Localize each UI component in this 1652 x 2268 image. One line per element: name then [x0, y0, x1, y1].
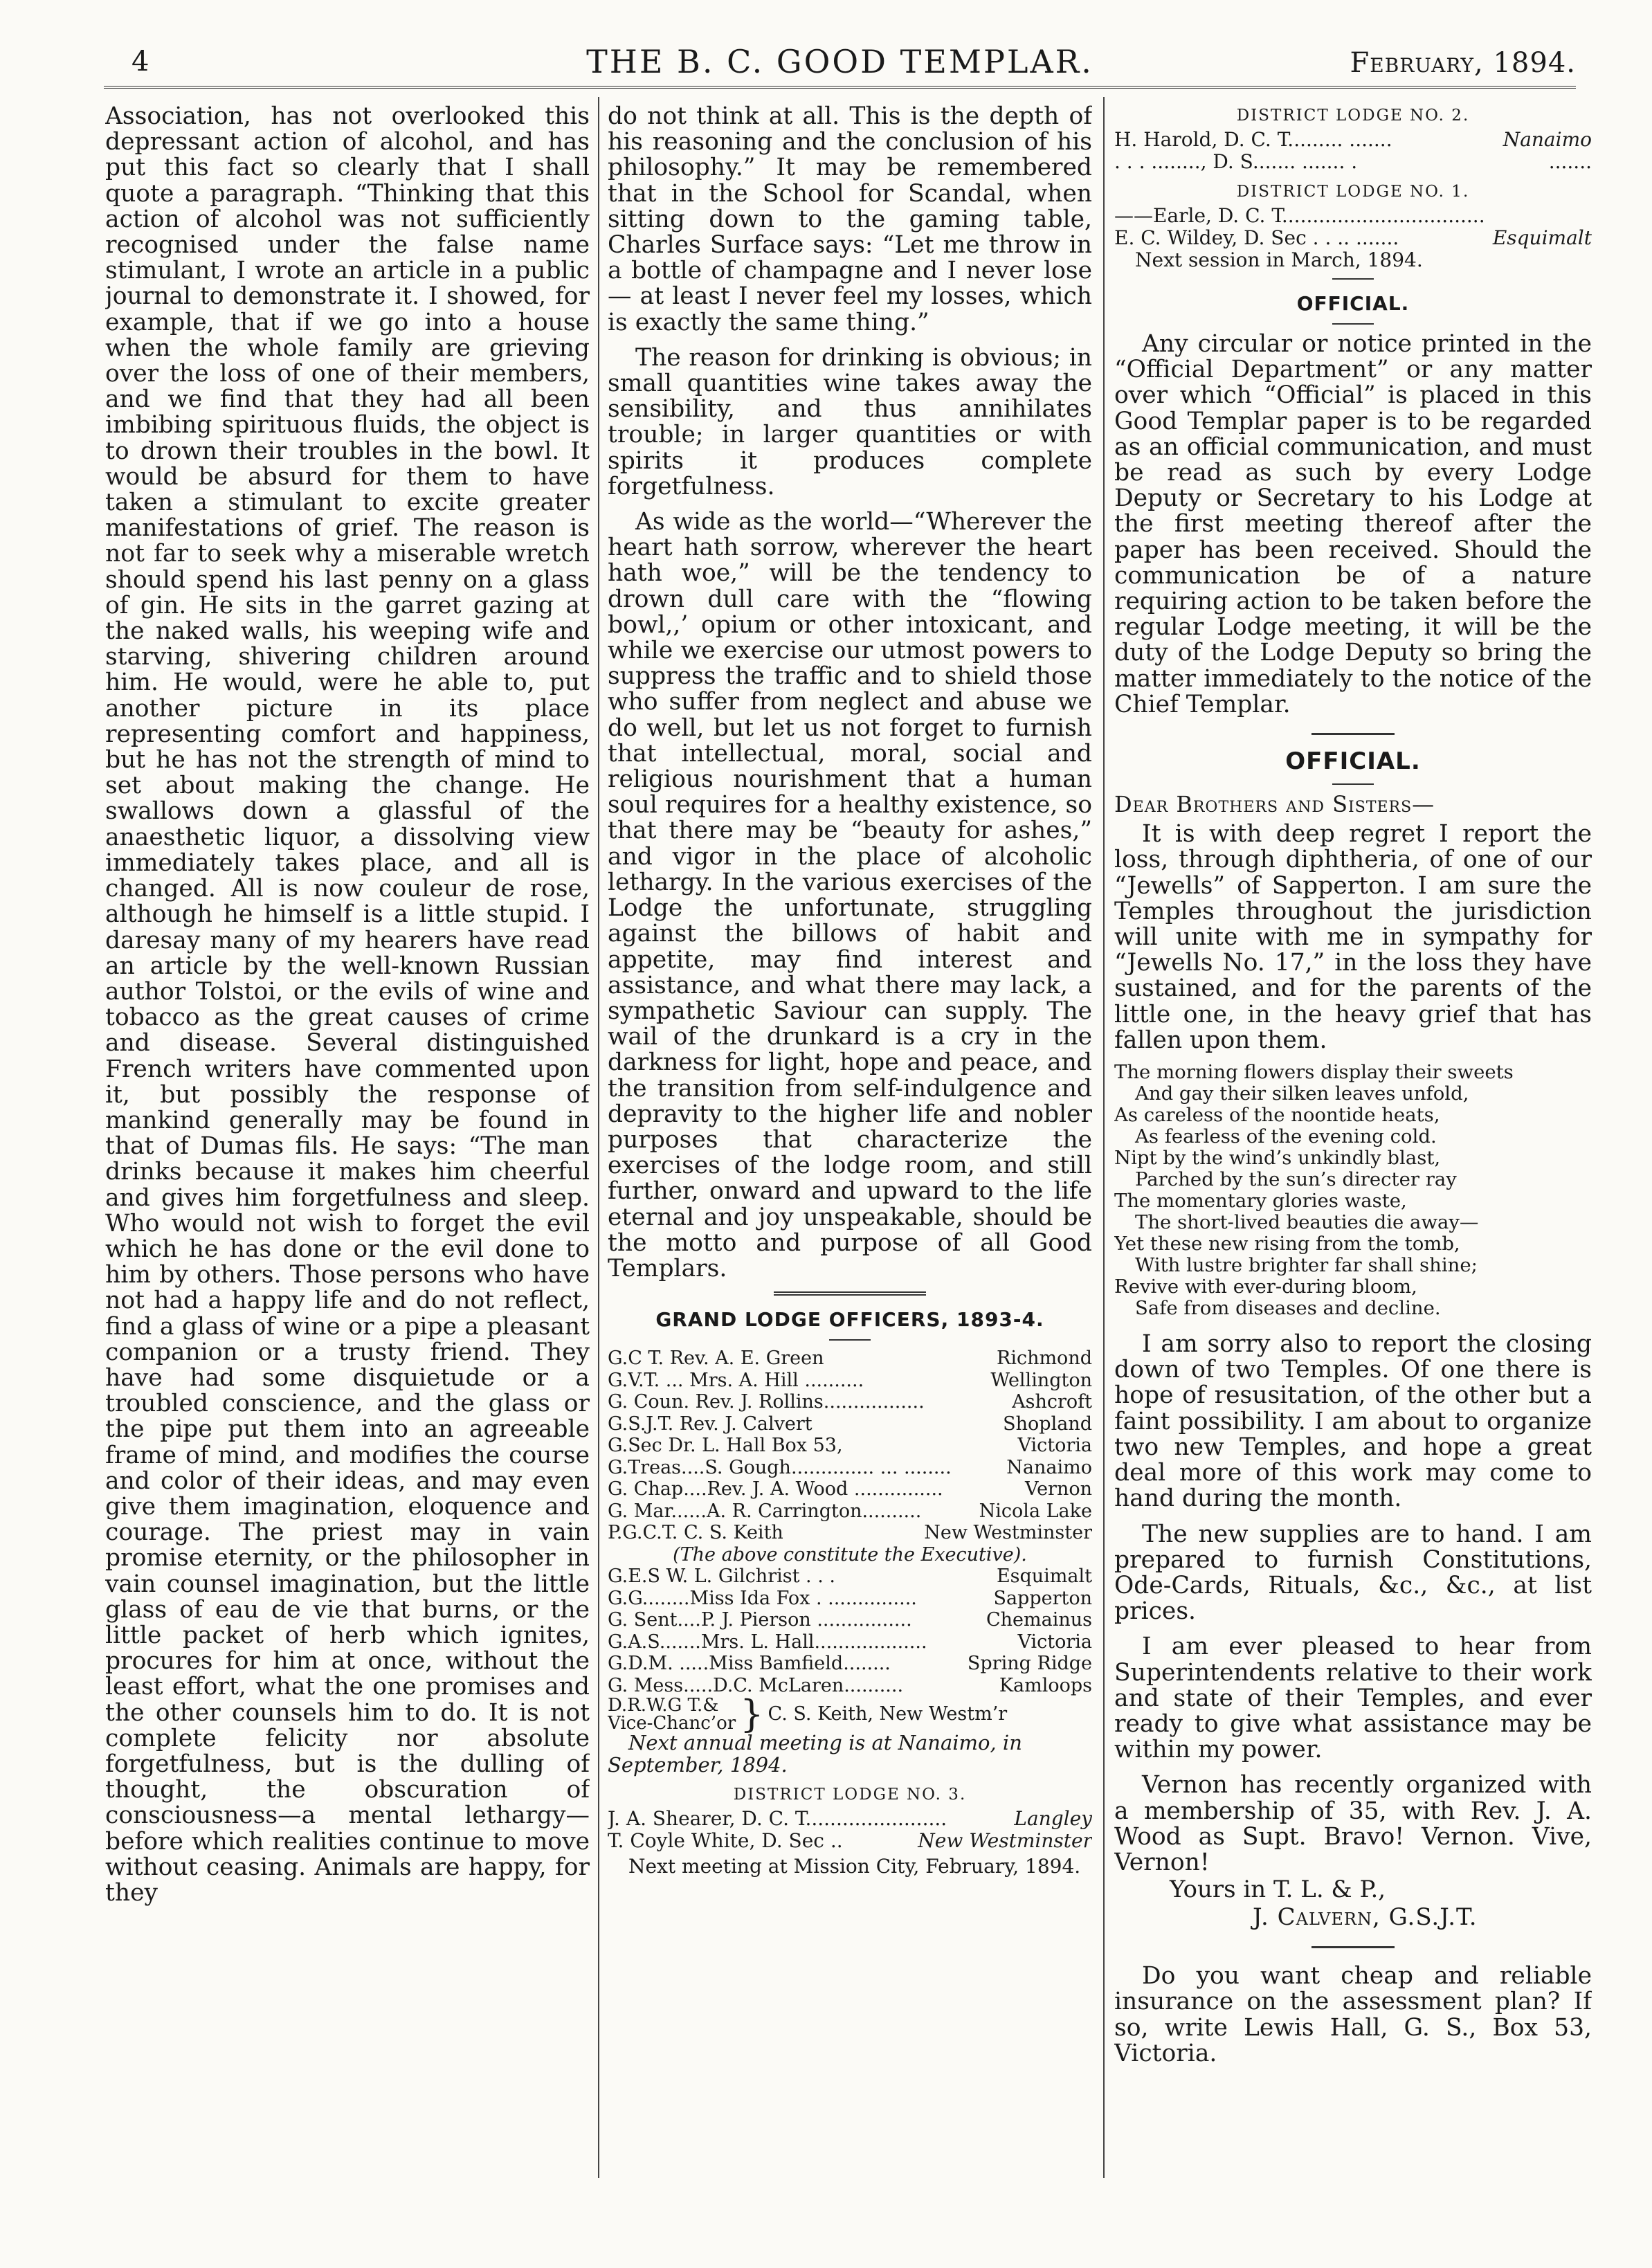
grand-lodge-heading: GRAND LODGE OFFICERS, 1893-4.: [655, 1308, 1044, 1332]
district-lodge-2-heading: DISTRICT LODGE NO. 2.: [1236, 107, 1470, 125]
article-paragraph: As wide as the world—“Wherever the heart hath sorrow, wherever the heart hath woe,” will be the tendency to drown dull care with the “flowing bowl,,’ opium or other intoxicant, and while we exercise our utmost powers to suppress the traffic and to shield those who suffer from neglect and abuse we do well, but let us not forget to furnish that intellectual, moral, social and religious nourishment that a human soul requires for a healthy existence, so that there may be “beauty for ashes,” and vigor in the place of alcoholic lethargy. In the various exercises of the Lodge the unfortunate, struggling against the billows of habit and appetite, may find interest and assistance, and what there may lack, a sympathetic Saviour can supply. The wail of the drunkard is a cry in the darkness for light, hope and peace, and the transition from self-indulgence and depravity to the higher life and nobler purposes that characterize the exercises of the lodge room, and still further, onward and upward to the life eternal and joy unspeakable, should be the motto and purpose of all Good Templars.: [608, 508, 1092, 1282]
poem-line: The morning flowers display their sweets: [1114, 1061, 1514, 1084]
officer-title: G.Sec Dr. L. Hall Box 53,: [608, 1435, 843, 1457]
next-annual-meeting: Next annual meeting is at Nanaimo, in September, 1894.: [608, 1731, 1022, 1777]
district-3-note: Next meeting at Mission City, February, 1894.: [628, 1855, 1081, 1878]
official-heading: OFFICIAL.: [1296, 292, 1410, 315]
district-lodge-3-heading: DISTRICT LODGE NO. 3.: [733, 1786, 967, 1804]
officer-location: Ashcroft: [1012, 1391, 1092, 1413]
officer-location: Victoria: [1017, 1631, 1092, 1653]
drwg-holder: C. S. Keith, New Westm’r: [768, 1703, 1008, 1725]
officer-location: Nanaimo: [1006, 1456, 1092, 1478]
drwg-title-2: Vice-Chanc’or: [608, 1713, 736, 1734]
officer-row: [608, 1566, 1092, 1588]
officer-row: [608, 1675, 1092, 1697]
officer-row: [608, 1391, 1092, 1413]
poem-line: With lustre brighter far shall shine;: [1135, 1254, 1478, 1277]
official-notice: Any circular or notice printed in the “Official Department” or any matter over which “Official” is placed in this Good Templar paper is to be regarded as an official communication, and must be read as such by every Lodge Deputy or Secretary to his Lodge at the first meeting thereof after the paper has been received. Should the communication be of a nature requiring action to be taken before the regular Lodge meeting, it will be the duty of the Lodge Deputy so bring the matter immediately to the notice of the Chief Templar.: [1114, 330, 1592, 718]
officer-title: G.A.S.......Mrs. L. Hall...................: [608, 1631, 927, 1653]
column-divider: [598, 97, 599, 2178]
officer-row: [608, 1370, 1092, 1392]
masthead-title: THE B. C. GOOD TEMPLAR.: [586, 43, 1093, 80]
officer-title: G.E.S W. L. Gilchrist . . .: [608, 1566, 835, 1588]
brace: }: [740, 1692, 764, 1736]
section-divider: [1332, 783, 1374, 785]
officer-title: G. Sent....P. J. Pierson ................: [608, 1609, 912, 1631]
letter-paragraph: I am ever pleased to hear from Superintendents relative to their work and state of their Temples, and ever ready to give what assistance may be within my power.: [1114, 1633, 1592, 1764]
officer-title: G.C T. Rev. A. E. Green: [608, 1348, 824, 1370]
district-officer: E. C. Wildey, D. Sec . . .. .......: [1114, 226, 1399, 249]
officer-location: Victoria: [1017, 1435, 1092, 1457]
letter-closing: Yours in T. L. & P.,: [1170, 1876, 1386, 1904]
page-number: 4: [131, 46, 149, 78]
section-divider: [1311, 1946, 1395, 1948]
officer-row: [608, 1435, 1092, 1457]
district-officer: . . . ........, D. S....... ....... .: [1114, 150, 1358, 173]
poem: [1114, 1062, 1592, 1319]
officer-row: [608, 1413, 1092, 1435]
officer-location: Nicola Lake: [979, 1500, 1092, 1522]
official-heading-2: OFFICIAL.: [1285, 747, 1421, 776]
grand-lodge-officers-list: [608, 1348, 1092, 1776]
article-paragraph: The reason for drinking is obvious; in small quantities wine takes away the sensibility, and thus annihilates trouble; in larger quantities or with spirits it produces complete forgetfulness.: [608, 343, 1092, 500]
executive-note: (The above constitute the Executive).: [673, 1543, 1027, 1566]
officer-title: G. Mar......A. R. Carrington..........: [608, 1500, 922, 1522]
officer-title: G.D.M. .....Miss Bamfield........: [608, 1653, 891, 1675]
district-officer: J. A. Shearer, D. C. T.......................: [608, 1807, 947, 1831]
officer-location: Wellington: [990, 1369, 1092, 1391]
officer-title: G.Treas....S. Gough.............. ... ........: [608, 1456, 952, 1478]
officer-row: [608, 1348, 1092, 1370]
district-officer-row: [1114, 227, 1592, 249]
drwg-titles: [608, 1696, 736, 1732]
column-3: [1114, 104, 1592, 2185]
article-paragraph: do not think at all. This is the depth of his reasoning and the conclusion of his philosophy.” It may be remembered that in the School for Scandal, when sitting down to the gaming table, Charles Surface says: “Let me throw in a bottle of champagne and I never lose— at least I never feel my losses, which is exactly the same thing.”: [608, 104, 1092, 336]
letter-paragraph: I am sorry also to report the closing down of two Temples. Of one there is hope of resusitation, of the other but a faint possibility. I am about to organize two new Temples, and hope a great deal more of this work may come to hand during the month.: [1114, 1330, 1592, 1513]
district-officer: H. Harold, D. C. T......... .......: [1114, 128, 1392, 151]
poem-line: The momentary glories waste,: [1114, 1190, 1407, 1213]
district-officer-row: [608, 1830, 1092, 1852]
poem-line: As careless of the noontide heats,: [1114, 1104, 1440, 1127]
district-officer-row: [1114, 205, 1592, 227]
district-officer: ——Earle, D. C. T.................................: [1114, 204, 1485, 227]
district-officer: T. Coyle White, D. Sec ..: [608, 1829, 843, 1853]
district-officer-row: [608, 1808, 1092, 1830]
officer-title: G. Mess.....D.C. McLaren..........: [608, 1674, 904, 1696]
column-divider: [1103, 97, 1105, 2178]
letter-paragraph: It is with deep regret I report the loss, through diphtheria, of one of our “Jewells” of Sapperton. I am sure the Temples throughout the jurisdiction will unite with me in sympathy for “Jewells No. 17,” in the loss they have sustained, and for the parents of the little one, in the heavy grief that has fallen upon them.: [1114, 820, 1592, 1054]
officer-location: Sapperton: [993, 1587, 1092, 1609]
district-location: New Westminster: [918, 1829, 1092, 1853]
poem-line: And gay their silken leaves unfold,: [1135, 1082, 1469, 1105]
poem-line: Nipt by the wind’s unkindly blast,: [1114, 1147, 1441, 1170]
officer-row: [608, 1609, 1092, 1631]
poem-line: Safe from diseases and decline.: [1135, 1297, 1441, 1320]
district-location: .......: [1548, 150, 1592, 173]
poem-line: Revive with ever-during bloom,: [1114, 1276, 1417, 1298]
letter-signature: J. Calvern, G.S.J.T.: [1253, 1903, 1478, 1932]
poem-line: Yet these new rising from the tomb,: [1114, 1233, 1460, 1255]
article-paragraph: Association, has not overlooked this depressant action of alcohol, and has put this fact so clearly that I shall quote a paragraph. “Thinking that this action of alcohol was not sufficiently recognised under the false name stimulant, I wrote an article in a public journal to demonstrate it. I showed, for example, that if we go into a house when the whole family are grieving over the loss of one of their members, and we find that they had all been imbibing spirituous fluids, the object is to drown their troubles in the bowl. It would be absurd for them to have taken a stimulant to excite greater manifestations of grief. The reason is not far to seek why a miserable wretch should spend his last penny on a glass of gin. He sits in the garret gazing at the naked walls, his weeping wife and starving, shivering children around him. He would, were he able to, put another picture in its place representing comfort and happiness, but he has not the strength of mind to set about making the change. He swallows down a glassful of the anaesthetic liquor, a dissolving view immediately takes place, and all is changed. All is now couleur de rose, although he himself is a little stupid. I daresay many of my hearers have read an article by the well-known Russian author Tolstoi, or the evils of wine and tobacco as the great causes of crime and disease. Several distinguished French writers have commented upon it, but possibly the response of mankind generally may be found in that of Dumas fils. He says: “The man drinks because it makes him cheerful and gives him forgetfulness and sleep. Who would not wish to forget the evil which he has done or the evil done to him by others. Those persons who have not had a happy life and do not reflect, find a glass of wine or a pipe a pleasant companion or a trusty friend. They have had some disquietude or a troubled conscience, and the glass or the pipe put them into an agreeable frame of mind, and modifies the course and color of their ideas, and may even give them imagination, eloquence and courage. The priest may in vain promise eternity, or the philosopher in vain counsel imagination, but the little glass of eau de vie that burns, or the little packet of herb which ignites, procures for him at once, without the least effort, what the one promises and the other counsels him to do. It is not complete felicity nor absolute forgetfulness, but is the dulling of thought, the obscuration of consciousness—a mental lethargy—before which realities continue to move without ceasing. Animals are happy, for they: [105, 104, 590, 1907]
officer-location: Kamloops: [999, 1674, 1092, 1696]
officer-row: [608, 1588, 1092, 1610]
section-divider: [1332, 278, 1374, 280]
officer-title: G.G........Miss Ida Fox . ...............: [608, 1587, 917, 1609]
officer-location: Spring Ridge: [967, 1653, 1092, 1675]
drwg-title-1: D.R.W.G T.&: [608, 1695, 719, 1716]
officer-title: G.V.T. ... Mrs. A. Hill ..........: [608, 1369, 864, 1391]
officer-title: G. Chap....Rev. J. A. Wood ...............: [608, 1478, 943, 1500]
officer-row: [608, 1631, 1092, 1653]
officer-location: Esquimalt: [996, 1566, 1092, 1588]
section-divider: [1311, 733, 1395, 735]
officer-row: [608, 1522, 1092, 1544]
letter-paragraph: The new supplies are to hand. I am prepared to furnish Constitutions, Ode-Cards, Rituals, &c., &c., at list prices.: [1114, 1520, 1592, 1626]
officer-location: Vernon: [1025, 1478, 1092, 1500]
district-officer-row: [1114, 129, 1592, 151]
district-officer-row: [1114, 151, 1592, 173]
officer-location: Chemainus: [986, 1609, 1092, 1631]
officer-title: G. Coun. Rev. J. Rollins.................: [608, 1391, 925, 1413]
district-lodge-1-heading: DISTRICT LODGE NO. 1.: [1236, 183, 1470, 201]
section-divider: [1332, 323, 1374, 325]
header-rule: [104, 86, 1576, 89]
officer-location: Shopland: [1003, 1413, 1092, 1435]
section-divider: [829, 1339, 871, 1341]
officer-location: Richmond: [996, 1348, 1092, 1370]
poem-line: Parched by the sun’s directer ray: [1135, 1168, 1457, 1191]
officer-row: [608, 1478, 1092, 1500]
poem-line: The short-lived beauties die away—: [1135, 1211, 1479, 1234]
issue-date: February, 1894.: [1350, 47, 1576, 79]
column-2: [608, 104, 1092, 2185]
district-location: Langley: [1014, 1807, 1092, 1831]
district-1-note: Next session in March, 1894.: [1135, 248, 1423, 271]
section-divider: [774, 1291, 926, 1296]
drwg-row: [608, 1692, 1092, 1736]
district-location: Nanaimo: [1503, 128, 1592, 151]
officer-row: [608, 1500, 1092, 1523]
insurance-ad: Do you want cheap and reliable insurance on the assessment plan? If so, write Lewis Hall, G. S., Box 53, Victoria.: [1114, 1962, 1592, 2067]
officer-row: [608, 1457, 1092, 1479]
poem-line: As fearless of the evening cold.: [1135, 1125, 1437, 1148]
column-1: [105, 104, 590, 2185]
page-header: [104, 40, 1576, 82]
officer-title: P.G.C.T. C. S. Keith: [608, 1522, 783, 1544]
officer-row: [608, 1653, 1092, 1675]
letter-paragraph: Vernon has recently organized with a membership of 35, with Rev. J. A. Wood as Supt. Bravo! Vernon. Vive, Vernon!: [1114, 1771, 1592, 1876]
district-location: Esquimalt: [1492, 226, 1592, 249]
officer-location: New Westminster: [924, 1522, 1092, 1544]
officer-title: G.S.J.T. Rev. J. Calvert: [608, 1413, 813, 1435]
salutation: Dear Brothers and Sisters—: [1114, 791, 1435, 818]
